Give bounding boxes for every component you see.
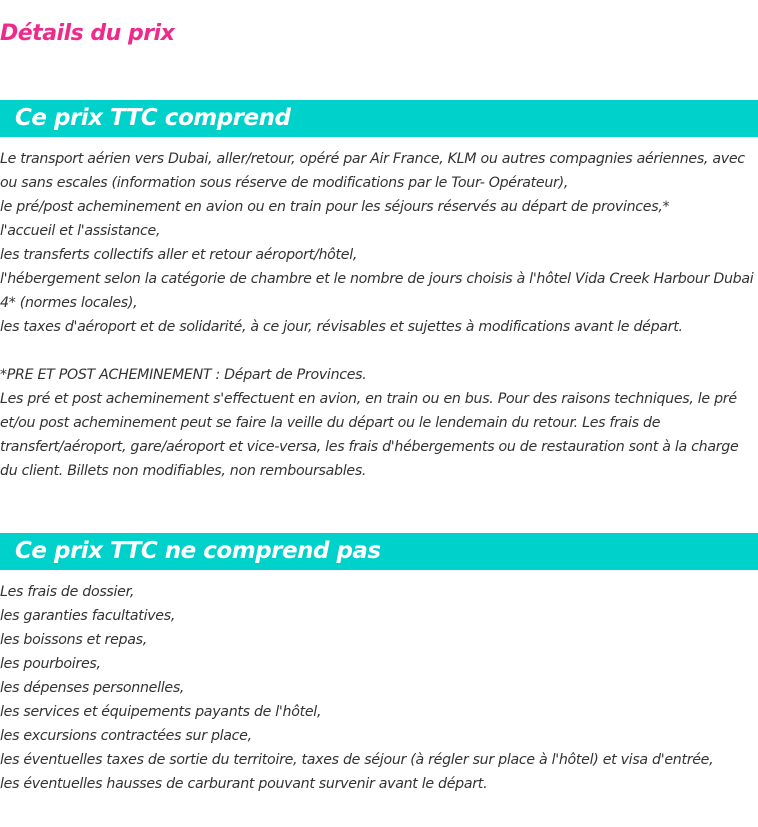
- note-heading: *PRE ET POST ACHEMINEMENT : Départ de Provinces.: [0, 367, 367, 383]
- page-title: Détails du prix: [0, 21, 175, 46]
- included-section-title: Ce prix TTC comprend: [15, 105, 291, 131]
- list-item: les transferts collectifs aller et retour aéroport/hôtel,: [0, 247, 358, 263]
- spacer: [0, 339, 758, 363]
- list-item: les excursions contractées sur place,: [0, 728, 252, 744]
- list-item: les éventuelles hausses de carburant pouvant survenir avant le départ.: [0, 776, 488, 792]
- included-section-header: [0, 100, 758, 137]
- list-item: les dépenses personnelles,: [0, 680, 185, 696]
- list-item: les garanties facultatives,: [0, 608, 176, 624]
- excluded-section-header: [0, 533, 758, 570]
- list-item: le pré/post acheminement en avion ou en train pour les séjours réservés au départ de provinces,*: [0, 199, 670, 215]
- list-item: les taxes d'aéroport et de solidarité, à ce jour, révisables et sujettes à modifications avant le départ.: [0, 319, 683, 335]
- list-item: les pourboires,: [0, 656, 101, 672]
- list-item: les services et équipements payants de l'hôtel,: [0, 704, 322, 720]
- list-item: Les frais de dossier,: [0, 584, 135, 600]
- list-item: Le transport aérien vers Dubai, aller/retour, opéré par Air France, KLM ou autres compagnies aériennes, avec ou sans escales (information sous réserve de modifications par le Tour- Opérateur),: [0, 151, 745, 191]
- list-item: l'hébergement selon la catégorie de chambre et le nombre de jours choisis à l'hôtel Vida Creek Harbour Dubai 4* (normes locales),: [0, 271, 754, 311]
- list-item: les éventuelles taxes de sortie du territoire, taxes de séjour (à régler sur place à l'hôtel) et visa d'entrée,: [0, 752, 714, 768]
- list-item: l'accueil et l'assistance,: [0, 223, 161, 239]
- excluded-section-title: Ce prix TTC ne comprend pas: [15, 538, 381, 564]
- included-list: [0, 147, 758, 483]
- excluded-list: [0, 580, 758, 796]
- note-text: Les pré et post acheminement s'effectuent en avion, en train ou en bus. Pour des raisons techniques, le pré et/ou post acheminement peut se faire la veille du départ ou le lendemain du retour. Les frais de transfert/aéroport, gare/aéroport et vice-versa, les frais d'hébergements ou de restauration sont à la charge du client. Billets non modifiables, non remboursables.: [0, 391, 739, 479]
- list-item: les boissons et repas,: [0, 632, 147, 648]
